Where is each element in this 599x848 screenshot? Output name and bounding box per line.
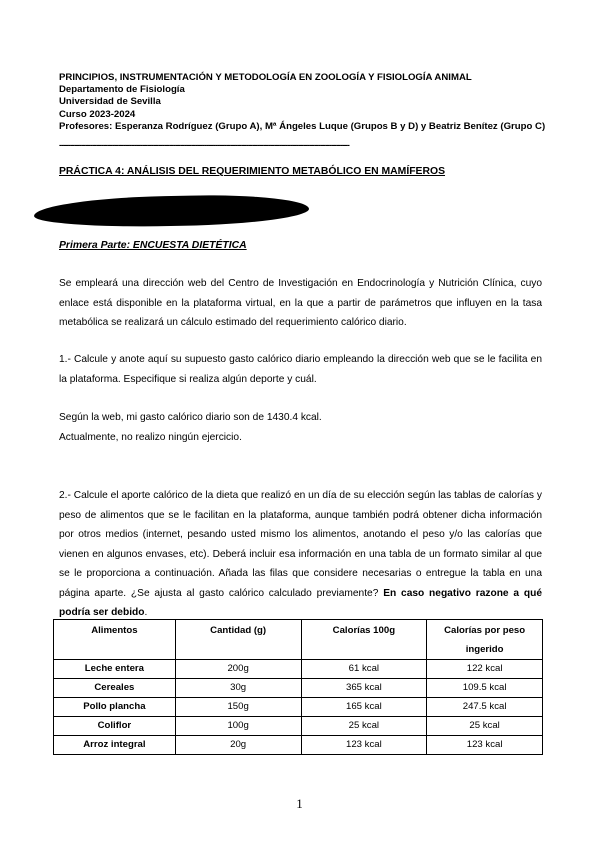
food-quantity: 20g xyxy=(175,736,301,755)
food-calories-ingested: 123 kcal xyxy=(427,736,543,755)
question-2 xyxy=(59,486,542,623)
food-name: Coliflor xyxy=(54,717,176,736)
food-quantity: 200g xyxy=(175,660,301,679)
intro-paragraph: Se empleará una dirección web del Centro de Investigación en Endocrinología y Nutrición Clínica, cuyo enlace está disponible en la plataforma virtual, en la que a partir de parámetros que influyen en la tasa metabólica se realizará un cálculo estimado del requerimiento calórico diario. xyxy=(59,278,542,328)
food-calories-100g: 165 kcal xyxy=(301,698,427,717)
food-name: Pollo plancha xyxy=(54,698,176,717)
food-calories-100g: 25 kcal xyxy=(301,717,427,736)
food-quantity: 30g xyxy=(175,679,301,698)
food-calories-ingested: 122 kcal xyxy=(427,660,543,679)
food-calories-ingested: 247.5 kcal xyxy=(427,698,543,717)
table-row xyxy=(54,679,543,698)
table-row xyxy=(54,736,543,755)
academic-year: Curso 2023-2024 xyxy=(59,108,136,120)
professors: Profesores: Esperanza Rodríguez (Grupo A), Mª Ángeles Luque (Grupos B y D) y Beatriz Benítez (Grupo C) xyxy=(59,120,546,132)
header-quantity: Cantidad (g) xyxy=(175,620,301,660)
answer-1-exercise: Actualmente, no realizo ningún ejercicio. xyxy=(59,432,242,443)
page-number: 1 xyxy=(296,796,303,811)
header-separator: ------------------------------------------------------------------------------------------------------------------------------------ xyxy=(59,140,350,150)
question-2-end: . xyxy=(144,607,148,618)
header-calories-100g: Calorías 100g xyxy=(301,620,427,660)
table-header-row xyxy=(54,620,543,660)
food-calories-100g: 123 kcal xyxy=(301,736,427,755)
question-1: 1.- Calcule y anote aquí su supuesto gasto calórico diario empleando la dirección web que se le facilita en la plataforma. Especifique si realiza algún deporte y cuál. xyxy=(59,354,542,385)
food-name: Leche entera xyxy=(54,660,176,679)
course-title: PRINCIPIOS, INSTRUMENTACIÓN Y METODOLOGÍA EN ZOOLOGÍA Y FISIOLOGÍA ANIMAL xyxy=(59,72,472,83)
answer-1-calories: Según la web, mi gasto calórico diario son de 1430.4 kcal. xyxy=(59,412,322,423)
food-calories-ingested: 109.5 kcal xyxy=(427,679,543,698)
practice-title: PRÁCTICA 4: ANÁLISIS DEL REQUERIMIENTO METABÓLICO EN MAMÍFEROS xyxy=(59,166,446,177)
food-quantity: 100g xyxy=(175,717,301,736)
redacted-name xyxy=(34,193,310,229)
table-row xyxy=(54,698,543,717)
food-calories-ingested: 25 kcal xyxy=(427,717,543,736)
part-title: Primera Parte: ENCUESTA DIETÉTICA xyxy=(59,240,247,251)
university: Universidad de Sevilla xyxy=(59,96,161,108)
food-quantity: 150g xyxy=(175,698,301,717)
department: Departamento de Fisiología xyxy=(59,84,185,96)
table-row xyxy=(54,660,543,679)
food-calories-100g: 61 kcal xyxy=(301,660,427,679)
question-2-bold: En caso negativo razone a qué podría ser debido xyxy=(59,587,542,618)
document-header xyxy=(59,72,549,133)
question-2-text: 2.- Calcule el aporte calórico de la dieta que realizó en un día de su elección según las tablas de calorías y peso de alimentos que se le facilitan en la plataforma, aunque también podrá obtener dicha información por otros medios (internet, pesando usted mismo los alimentos, anotando el peso y/o las calorías que vienen en algunos envases, etc). Deberá incluir esa información en una tabla de un formato similar al que se le proporciona a continuación. Añada las filas que considere necesarias o entregue la tabla en una página aparte. ¿Se ajusta al gasto calórico calculado previamente? xyxy=(59,490,542,599)
food-calories-table xyxy=(53,619,543,755)
food-calories-100g: 365 kcal xyxy=(301,679,427,698)
header-foods: Alimentos xyxy=(54,620,176,660)
food-name: Arroz integral xyxy=(54,736,176,755)
table-row xyxy=(54,717,543,736)
header-calories-ingested: Calorías por peso ingerido xyxy=(427,620,543,660)
food-name: Cereales xyxy=(54,679,176,698)
